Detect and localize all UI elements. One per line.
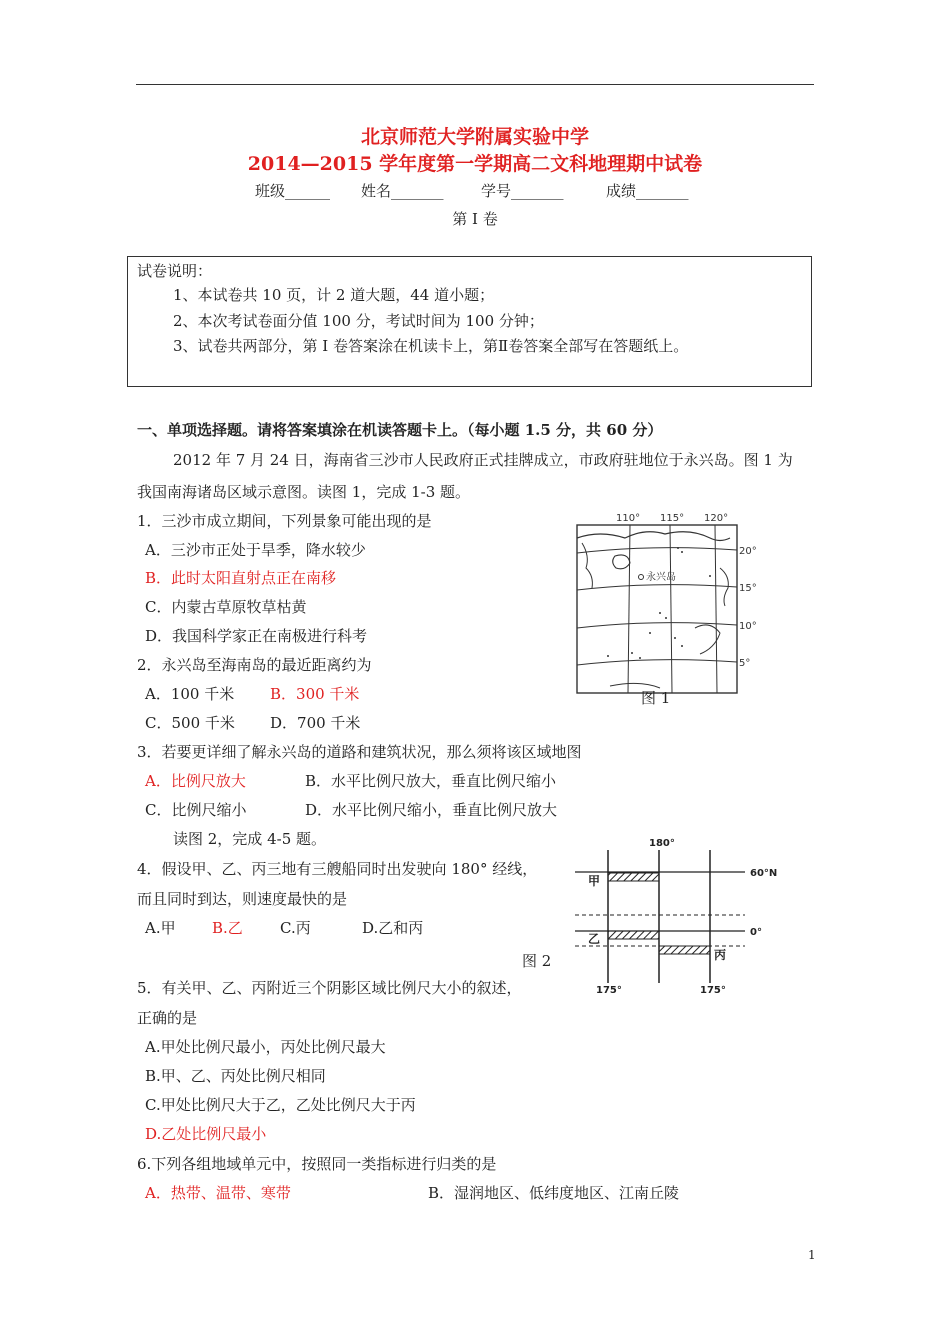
lat-label: 0° [750, 927, 762, 938]
question-stem: 1．三沙市成立期间，下列景象可能出现的是 [137, 512, 432, 530]
note-item: 2、本次考试卷面分值 100 分，考试时间为 100 分钟； [173, 312, 544, 330]
question-stem: 5．有关甲、乙、丙附近三个阴影区域比例尺大小的叙述， [137, 979, 522, 997]
option: B．水平比例尺放大，垂直比例尺缩小 [305, 772, 557, 790]
meridian-label: 175° [596, 985, 622, 996]
lat-label: 15° [739, 583, 757, 594]
place-label: 甲 [588, 874, 601, 888]
notes-title: 试卷说明： [137, 262, 213, 280]
place-label: 乙 [588, 932, 601, 946]
option: C．500 千米 [145, 714, 235, 732]
intro-text: 2012 年 7 月 24 日，海南省三沙市人民政府正式挂牌成立，市政府驻地位于永兴岛。图 1 为 [173, 451, 793, 469]
option-correct: A．热带、温带、寒带 [145, 1184, 291, 1202]
meridian-label: 180° [649, 838, 675, 849]
question-stem: 4．假设甲、乙、丙三地有三艘船同时出发驶向 180° 经线， [137, 860, 538, 878]
option: C．内蒙古草原牧草枯黄 [145, 598, 307, 616]
meridian-label: 175° [700, 985, 726, 996]
option-correct: A．比例尺放大 [145, 772, 246, 790]
island-label: 永兴岛 [646, 572, 676, 583]
option: C.甲处比例尺大于乙，乙处比例尺大于丙 [145, 1096, 416, 1114]
lon-label: 115° [660, 513, 685, 524]
note-item: 1、本试卷共 10 页，计 2 道大题，44 道小题； [173, 286, 495, 304]
section1-heading: 一、单项选择题。请将答案填涂在机读答题卡上。（每小题 1.5 分，共 60 分） [137, 421, 663, 439]
question-stem: 6.下列各组地域单元中，按照同一类指标进行归类的是 [137, 1155, 497, 1173]
student-id-field: 学号_______ [481, 182, 564, 200]
page-number: 1 [808, 1248, 816, 1262]
option: D．我国科学家正在南极进行科考 [145, 627, 368, 645]
figure-2-caption: 图 2 [522, 952, 552, 970]
option-correct: B．300 千米 [270, 685, 360, 703]
question-stem: 正确的是 [137, 1009, 198, 1027]
intro-text: 我国南海诸岛区域示意图。读图 1，完成 1-3 题。 [137, 483, 471, 501]
lat-label: 60°N [750, 868, 778, 879]
header-rule [136, 84, 814, 85]
option: D．水平比例尺缩小，垂直比例尺放大 [305, 801, 558, 819]
option-correct: B.乙 [212, 919, 243, 937]
option: C.丙 [280, 919, 311, 937]
lat-label: 5° [739, 658, 751, 669]
option: C．比例尺缩小 [145, 801, 247, 819]
class-field: 班级______ [255, 182, 331, 200]
lon-label: 110° [616, 513, 641, 524]
question-stem: 而且同时到达，则速度最快的是 [137, 890, 348, 908]
south-china-sea-map [570, 508, 770, 708]
option: B.甲、乙、丙处比例尺相同 [145, 1067, 326, 1085]
option: B．湿润地区、低纬度地区、江南丘陵 [428, 1184, 680, 1202]
lat-label: 10° [739, 621, 757, 632]
option: A.甲处比例尺最小，丙处比例尺最大 [145, 1038, 386, 1056]
volume-label: 第 I 卷 [452, 210, 498, 228]
school-name: 北京师范大学附属实验中学 [360, 126, 589, 148]
latitude-grid-figure [570, 835, 790, 1000]
lat-label: 20° [739, 546, 757, 557]
option-correct: B．此时太阳直射点正在南移 [145, 569, 337, 587]
option: A.甲 [145, 919, 176, 937]
option-correct: D.乙处比例尺最小 [145, 1125, 267, 1143]
note-item: 3、试卷共两部分，第 I 卷答案涂在机读卡上，第Ⅱ卷答案全部写在答题纸上。 [173, 337, 689, 355]
option: A．100 千米 [145, 685, 235, 703]
place-label: 丙 [714, 948, 727, 962]
option: D.乙和丙 [362, 919, 424, 937]
question-stem: 2．永兴岛至海南岛的最近距离约为 [137, 656, 372, 674]
option: A．三沙市正处于旱季，降水较少 [145, 541, 366, 559]
name-field: 姓名_______ [361, 182, 444, 200]
lon-label: 120° [704, 513, 729, 524]
exam-title: 2014—2015 学年度第一学期高二文科地理期中试卷 [247, 153, 703, 175]
score-field: 成绩_______ [606, 182, 689, 200]
question-stem: 3．若要更详细了解永兴岛的道路和建筑状况，那么须将该区域地图 [137, 743, 582, 761]
figure-1-caption: 图 1 [641, 689, 671, 707]
option: D．700 千米 [270, 714, 361, 732]
reading-prompt: 读图 2，完成 4-5 题。 [173, 830, 327, 848]
